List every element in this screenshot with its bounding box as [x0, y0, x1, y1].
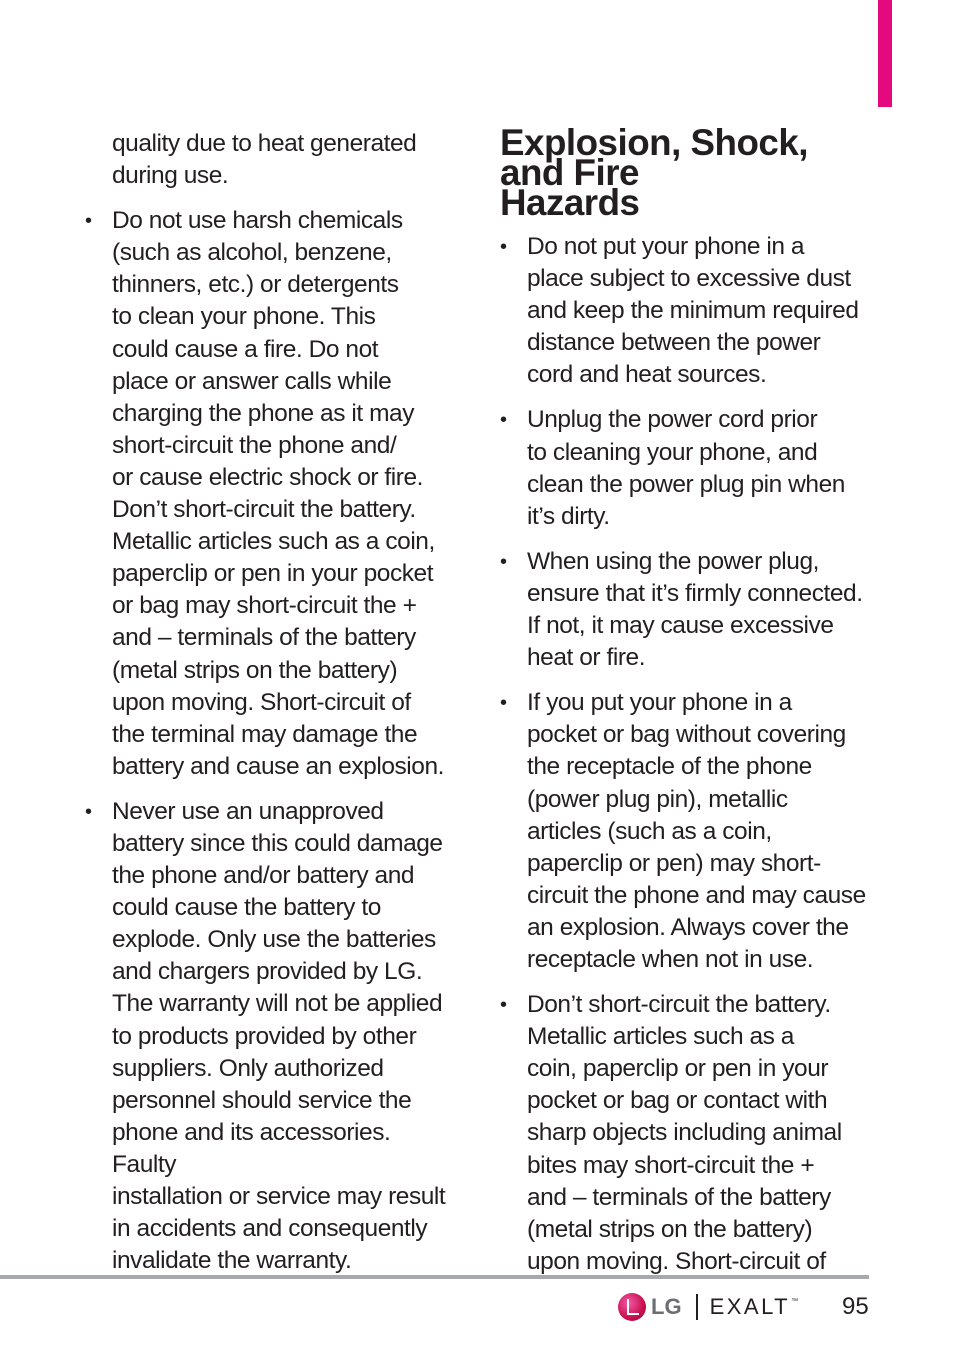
footer-branding — [618, 1290, 801, 1324]
section-heading: Explosion, Shock, and Fire Hazards — [500, 122, 809, 223]
bullet-item-dust: • Do not put your phone in a place subject to excessive dust and keep the minimum required distance between the power cord and heat sources. — [500, 231, 872, 391]
page-number: 95 — [842, 1293, 869, 1320]
bullet-item-unplug-cord: • Unplug the power cord prior to cleaning your phone, and clean the power plug pin when it’s dirty. — [500, 404, 872, 532]
bullet-item-harsh-chemicals: • Do not use harsh chemicals (such as alcohol, benzene, thinners, etc.) or detergents to clean your phone. This could cause a fire. Do not place or answer calls while charging the phone as it may short-circuit the phone and/ or cause electric shock or fire. Don’t short-circuit the battery. Metallic articles such as a coin, paperclip or pen in your pocket or bag may short-circuit the + and – terminals of the battery (metal strips on the battery) upon moving. Short-circuit of the terminal may damage the battery and cause an explosion. — [85, 205, 457, 783]
bullet-item-power-plug: • When using the power plug, ensure that it’s firmly connected. If not, it may cause excessive heat or fire. — [500, 546, 872, 674]
footer-separator — [696, 1294, 698, 1320]
bullet-item-pocket: • If you put your phone in a pocket or bag without covering the receptacle of the phone (power plug pin), metallic articles (such as a coin, paperclip or pen) may short- circuit the phone and may cause an explosion. Always cover the receptacle when not in use. — [500, 687, 872, 976]
right-column — [500, 122, 872, 1278]
bullet-item-unapproved-battery: • Never use an unapproved battery since this could damage the phone and/or battery and could cause the battery to explode. Only use the batteries and chargers provided by LG. The warranty will not be applied to products provided by other suppliers. Only authorized personnel should service the phone and its accessories. Faulty installation or service may result in accidents and consequently invalidate the warranty. — [85, 796, 457, 1277]
trademark-symbol: ™ — [791, 1298, 801, 1305]
bullet-item-short-circuit: • Don’t short-circuit the battery. Metallic articles such as a coin, paperclip or pen in your pocket or bag or contact with sharp objects including animal bites may short-circuit the + and – terminals of the battery (metal strips on the battery) upon moving. Short-circuit of — [500, 989, 872, 1278]
brand-name: LG — [651, 1294, 682, 1319]
footer-divider-line — [0, 1275, 869, 1279]
chapter-accent-tab — [878, 0, 892, 107]
product-name-text: EXALT — [709, 1294, 791, 1319]
product-name — [710, 1294, 801, 1320]
left-column — [85, 128, 457, 1277]
continuation-text: quality due to heat generated during use. — [112, 130, 417, 190]
lg-logo-icon — [618, 1293, 646, 1321]
